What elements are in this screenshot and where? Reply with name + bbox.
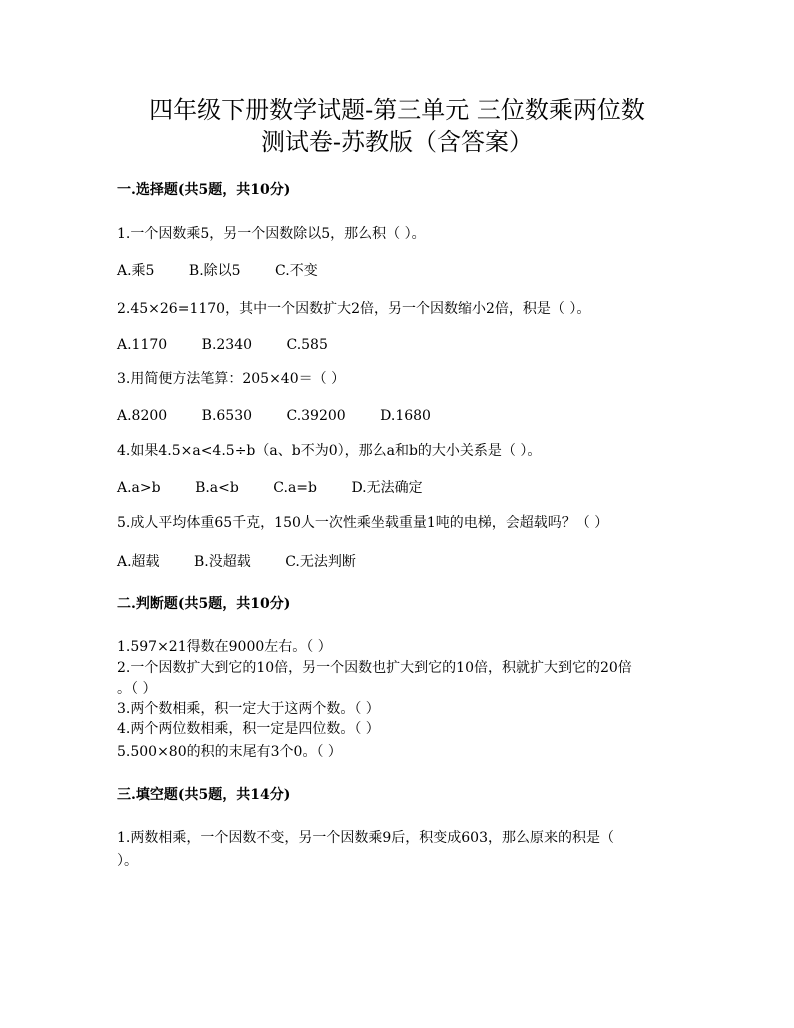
option-c: C.无法判断 [285, 554, 356, 570]
option-c: C.不变 [275, 263, 318, 279]
options-row [117, 553, 356, 571]
option-c: C.585 [286, 337, 328, 353]
option-a: A.8200 [117, 408, 168, 424]
judgement-item: 2.一个因数扩大到它的10倍，另一个因数也扩大到它的10倍，积就扩大到它的20倍 [117, 660, 632, 676]
option-b: B.a<b [195, 480, 239, 496]
option-a: A.超载 [117, 554, 160, 570]
option-a: A.1170 [117, 337, 168, 353]
question-text: 2.45×26=1170，其中一个因数扩大2倍，另一个因数缩小2倍，积是（ ）。 [117, 301, 591, 317]
section-heading-true-false: 二.判断题(共5题，共10分) [117, 596, 291, 612]
exam-title-line-1: 四年级下册数学试题-第三单元 三位数乘两位数 [149, 96, 645, 124]
option-b: B.除以5 [188, 263, 241, 279]
question-text: 1.一个因数乘5，另一个因数除以5，那么积（ ）。 [117, 226, 426, 242]
question-text: 5.成人平均体重65千克，150人一次性乘坐载重量1吨的电梯，会超载吗？（ ） [117, 515, 609, 531]
section-heading-fill-in: 三.填空题(共5题，共14分) [117, 787, 291, 803]
options-row [117, 479, 423, 497]
option-c: C.39200 [286, 408, 346, 424]
section-heading-multiple-choice: 一.选择题(共5题，共10分) [117, 182, 291, 198]
judgement-item-continuation: 。（ ） [117, 681, 157, 697]
question-text: 3.用简便方法笔算：205×40＝（ ） [117, 371, 346, 387]
judgement-item: 4.两个两位数相乘，积一定是四位数。（ ） [117, 721, 380, 737]
options-row [117, 336, 328, 354]
judgement-item: 5.500×80的积的末尾有3个0。（ ） [117, 744, 342, 760]
option-a: A.a>b [117, 480, 161, 496]
exam-title-line-2: 测试卷-苏教版（含答案） [260, 128, 534, 156]
judgement-item: 3.两个数相乘，积一定大于这两个数。（ ） [117, 701, 380, 717]
option-a: A.乘5 [117, 263, 155, 279]
option-d: D.1680 [380, 408, 431, 424]
option-d: D.无法确定 [351, 480, 423, 496]
fill-in-question-continuation: ）。 [117, 853, 138, 869]
question-text: 4.如果4.5×a<4.5÷b（a、b不为0），那么a和b的大小关系是（ ）。 [117, 443, 542, 459]
option-b: B.2340 [201, 337, 253, 353]
option-b: B.6530 [201, 408, 253, 424]
options-row [117, 407, 431, 425]
option-b: B.没超载 [194, 554, 251, 570]
judgement-item: 1.597×21得数在9000左右。（ ） [117, 639, 332, 655]
fill-in-question-line: 1.两数相乘，一个因数不变，另一个因数乘9后，积变成603，那么原来的积是（ [117, 830, 614, 846]
options-row [117, 262, 318, 280]
option-c: C.a=b [273, 480, 317, 496]
